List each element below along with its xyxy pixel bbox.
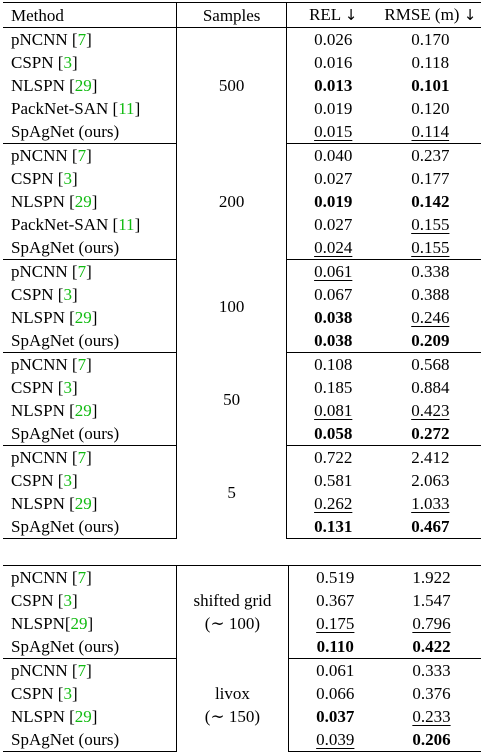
samples-approx: (∼ 150): [204, 707, 261, 726]
table-row: [3, 659, 481, 683]
rel-cell: [286, 515, 379, 539]
rmse-cell: [380, 306, 481, 329]
rel-value: 0.722: [314, 448, 353, 467]
rmse-cell: [380, 446, 481, 470]
method-name: pNCNN: [11, 355, 72, 374]
method-cell: pNCNN [7]: [3, 659, 177, 683]
rmse-value: 0.177: [411, 169, 450, 188]
citation-link: 7: [77, 661, 87, 680]
rel-value: 0.262: [314, 494, 353, 513]
rel-cell: [286, 376, 379, 399]
rmse-value: 0.423: [411, 401, 450, 420]
rel-value: 0.108: [314, 355, 353, 374]
rmse-cell: [380, 260, 481, 284]
citation-link: 3: [63, 684, 72, 703]
rel-cell: [288, 705, 382, 728]
header-rel: [286, 3, 379, 28]
rel-cell: [286, 446, 379, 470]
method-cell: pNCNN [7]: [3, 260, 177, 284]
samples-cell: [177, 28, 286, 144]
rmse-value: 1.033: [411, 494, 450, 513]
samples-value: 50: [223, 389, 241, 409]
method-cell: NLSPN [29]: [3, 705, 177, 728]
method-cell: CSPN [3]: [3, 51, 177, 74]
method-name: CSPN: [11, 169, 58, 188]
rel-cell: [286, 236, 379, 260]
samples-cell: [177, 260, 286, 353]
citation-link: 3: [63, 169, 72, 188]
rmse-cell: [380, 422, 481, 446]
citation-link: 29: [74, 76, 92, 95]
method-name: SpAgNet (ours): [11, 238, 120, 257]
rel-value: 0.110: [316, 637, 354, 656]
method-name: NLSPN: [11, 308, 70, 327]
rmse-cell: [380, 515, 481, 539]
rel-value: 0.026: [314, 30, 353, 49]
rmse-cell: [380, 236, 481, 260]
rmse-cell: [380, 399, 481, 422]
rel-cell: [286, 97, 379, 120]
header-rel-label: REL: [309, 5, 341, 24]
samples-value: livox: [214, 684, 250, 703]
rmse-cell: [382, 659, 481, 683]
citation-link: 29: [74, 192, 92, 211]
rel-cell: [286, 422, 379, 446]
header-samples: Samples: [177, 3, 286, 28]
rmse-cell: [380, 167, 481, 190]
method-cell: CSPN [3]: [3, 589, 177, 612]
header-method: Method: [3, 3, 177, 28]
method-cell: pNCNN [7]: [3, 353, 177, 377]
header-row: [3, 3, 481, 28]
rel-cell: [288, 612, 382, 635]
samples-value: 100: [218, 296, 245, 316]
samples-value: shifted grid: [193, 591, 272, 611]
rel-value: 0.015: [314, 122, 353, 141]
rel-cell: [286, 283, 379, 306]
rel-cell: [286, 306, 379, 329]
rel-value: 0.061: [316, 661, 355, 680]
header-rmse-label: RMSE (m): [384, 5, 460, 24]
table-row: [3, 144, 481, 168]
rmse-cell: [380, 97, 481, 120]
rel-cell: [286, 329, 379, 353]
citation-link: 29: [74, 401, 92, 420]
method-name: SpAgNet (ours): [11, 730, 120, 749]
rmse-cell: [382, 612, 481, 635]
rmse-cell: [380, 74, 481, 97]
rel-value: 0.067: [314, 285, 353, 304]
method-cell: [3, 236, 177, 260]
rmse-value: 0.237: [411, 146, 450, 165]
method-cell: pNCNN [7]: [3, 566, 177, 590]
rmse-cell: [380, 144, 481, 168]
method-cell: [3, 329, 177, 353]
citation-link: 3: [63, 591, 72, 610]
table-row: [3, 566, 481, 590]
citation-link: 7: [77, 448, 87, 467]
rmse-cell: [380, 190, 481, 213]
samples-value: 200: [218, 192, 245, 211]
method-name: NLSPN: [11, 76, 70, 95]
citation-link: 29: [74, 707, 92, 726]
citation-link: 7: [77, 355, 87, 374]
method-name: CSPN: [11, 684, 58, 703]
method-cell: CSPN [3]: [3, 376, 177, 399]
method-cell: [3, 635, 177, 659]
method-cell: PackNet-SAN [11]: [3, 213, 177, 236]
citation-link: 29: [74, 308, 92, 327]
method-name: SpAgNet (ours): [11, 517, 120, 536]
rmse-value: 0.272: [411, 424, 450, 443]
method-cell: NLSPN [29]: [3, 306, 177, 329]
rel-value: 0.058: [314, 424, 353, 443]
samples-cell: [177, 446, 286, 539]
rmse-cell: [380, 376, 481, 399]
rmse-value: 0.467: [411, 517, 450, 536]
rmse-value: 0.101: [411, 76, 450, 95]
rmse-value: 0.796: [412, 614, 451, 633]
method-name: SpAgNet (ours): [11, 424, 120, 443]
rel-value: 0.185: [314, 378, 353, 397]
rel-value: 0.013: [314, 76, 353, 95]
method-cell: pNCNN [7]: [3, 28, 177, 52]
table-row: [3, 260, 481, 284]
citation-link: 29: [74, 494, 92, 513]
rmse-cell: [380, 492, 481, 515]
rmse-cell: [382, 589, 481, 612]
rmse-value: 2.412: [411, 448, 450, 467]
method-cell: NLSPN [29]: [3, 492, 177, 515]
method-name: pNCNN: [11, 30, 72, 49]
rel-cell: [286, 190, 379, 213]
rmse-value: 0.376: [412, 684, 451, 703]
method-name: pNCNN: [11, 262, 72, 281]
rmse-value: 0.422: [412, 637, 451, 656]
method-name: NLSPN: [11, 401, 70, 420]
rmse-cell: [382, 728, 481, 752]
rel-value: 0.367: [316, 591, 355, 610]
rmse-value: 0.114: [411, 122, 450, 141]
results-table-patterns: [3, 565, 481, 752]
rel-cell: [288, 659, 382, 683]
method-name: CSPN: [11, 591, 58, 610]
rel-cell: [286, 74, 379, 97]
method-cell: [3, 422, 177, 446]
method-cell: CSPN [3]: [3, 283, 177, 306]
table-row: [3, 28, 481, 52]
rmse-cell: [382, 682, 481, 705]
method-name: NLSPN: [11, 494, 70, 513]
samples-cell: [177, 659, 288, 752]
rel-value: 0.016: [314, 53, 353, 72]
method-cell: NLSPN[29]: [3, 612, 177, 635]
rel-cell: [286, 492, 379, 515]
rmse-cell: [380, 28, 481, 52]
rel-value: 0.581: [314, 471, 353, 490]
rel-cell: [286, 353, 379, 377]
method-name: pNCNN: [11, 661, 72, 680]
rmse-value: 1.922: [412, 568, 451, 587]
rel-value: 0.027: [314, 215, 353, 234]
method-cell: [3, 120, 177, 144]
rel-cell: [288, 589, 382, 612]
rel-value: 0.131: [314, 517, 353, 536]
rmse-value: 0.118: [411, 53, 450, 72]
method-name: PackNet-SAN: [11, 99, 113, 118]
samples-cell: [177, 353, 286, 446]
header-rmse-arrow: ↓: [463, 6, 477, 24]
method-cell: CSPN [3]: [3, 682, 177, 705]
citation-link: 7: [77, 146, 87, 165]
citation-link: 11: [118, 215, 135, 234]
rmse-cell: [380, 51, 481, 74]
rmse-cell: [380, 120, 481, 144]
rmse-value: 0.155: [411, 215, 450, 234]
method-cell: [3, 728, 177, 752]
method-name: CSPN: [11, 471, 58, 490]
rel-value: 0.066: [316, 684, 355, 703]
method-name: pNCNN: [11, 448, 72, 467]
method-cell: PackNet-SAN [11]: [3, 97, 177, 120]
citation-link: 3: [63, 378, 72, 397]
rel-cell: [286, 28, 379, 52]
rel-cell: [288, 566, 382, 590]
citation-link: 7: [77, 568, 87, 587]
citation-link: 11: [118, 99, 135, 118]
method-cell: [3, 515, 177, 539]
rmse-value: 0.206: [412, 730, 451, 749]
rel-value: 0.019: [314, 99, 353, 118]
rmse-cell: [380, 213, 481, 236]
method-name: NLSPN: [11, 614, 65, 633]
rel-value: 0.081: [314, 401, 353, 420]
header-rmse: [380, 3, 481, 28]
rel-value: 0.038: [314, 308, 353, 327]
rel-cell: [288, 728, 382, 752]
rmse-cell: [382, 566, 481, 590]
rel-value: 0.038: [314, 331, 353, 350]
samples-cell: [177, 144, 286, 260]
rel-value: 0.175: [316, 614, 355, 633]
rel-value: 0.039: [316, 730, 355, 749]
samples-cell: [177, 566, 288, 659]
rmse-value: 0.338: [411, 262, 450, 281]
citation-link: 3: [63, 471, 72, 490]
method-cell: NLSPN [29]: [3, 74, 177, 97]
rmse-cell: [382, 705, 481, 728]
rel-cell: [286, 469, 379, 492]
method-cell: pNCNN [7]: [3, 446, 177, 470]
rel-value: 0.519: [316, 568, 355, 587]
citation-link: 7: [77, 262, 87, 281]
citation-link: 29: [70, 614, 88, 633]
method-cell: NLSPN [29]: [3, 399, 177, 422]
method-cell: NLSPN [29]: [3, 190, 177, 213]
method-name: SpAgNet (ours): [11, 122, 120, 141]
citation-link: 7: [77, 30, 87, 49]
method-name: CSPN: [11, 53, 58, 72]
rmse-value: 0.568: [411, 355, 450, 374]
method-cell: CSPN [3]: [3, 469, 177, 492]
rel-cell: [286, 213, 379, 236]
rmse-cell: [380, 353, 481, 377]
rel-cell: [286, 144, 379, 168]
rel-value: 0.037: [316, 707, 355, 726]
rel-value: 0.027: [314, 169, 353, 188]
rel-value: 0.061: [314, 262, 353, 281]
method-name: NLSPN: [11, 707, 70, 726]
rel-cell: [288, 635, 382, 659]
rmse-cell: [380, 283, 481, 306]
rel-cell: [286, 260, 379, 284]
method-cell: pNCNN [7]: [3, 144, 177, 168]
rmse-value: 2.063: [411, 471, 450, 490]
citation-link: 3: [63, 285, 72, 304]
rmse-value: 0.155: [411, 238, 450, 257]
method-name: pNCNN: [11, 146, 72, 165]
method-name: NLSPN: [11, 192, 70, 211]
rmse-cell: [380, 469, 481, 492]
rel-cell: [286, 51, 379, 74]
table-row: [3, 353, 481, 377]
header-rel-arrow: ↓: [344, 6, 358, 24]
rmse-value: 0.209: [411, 331, 450, 350]
samples-value: 5: [227, 482, 236, 502]
rmse-value: 0.120: [411, 99, 450, 118]
method-name: SpAgNet (ours): [11, 331, 120, 350]
rmse-value: 0.884: [411, 378, 450, 397]
rel-cell: [286, 399, 379, 422]
citation-link: 3: [63, 53, 72, 72]
rmse-value: 0.333: [412, 661, 451, 680]
rel-cell: [286, 120, 379, 144]
rmse-value: 1.547: [412, 591, 451, 610]
rel-value: 0.040: [314, 146, 353, 165]
rmse-value: 0.246: [411, 308, 450, 327]
rmse-value: 0.170: [411, 30, 450, 49]
results-table-samples: [3, 2, 481, 539]
rmse-value: 0.142: [411, 192, 450, 211]
rmse-value: 0.388: [411, 285, 450, 304]
rel-cell: [288, 682, 382, 705]
method-name: SpAgNet (ours): [11, 637, 120, 656]
samples-value: 500: [218, 76, 245, 96]
method-name: pNCNN: [11, 568, 72, 587]
rel-value: 0.024: [314, 238, 353, 257]
method-name: CSPN: [11, 378, 58, 397]
samples-approx: (∼ 100): [204, 614, 261, 634]
rmse-value: 0.233: [412, 707, 451, 726]
method-name: PackNet-SAN: [11, 215, 113, 234]
method-cell: CSPN [3]: [3, 167, 177, 190]
rmse-cell: [380, 329, 481, 353]
table-row: [3, 446, 481, 470]
rmse-cell: [382, 635, 481, 659]
rel-value: 0.019: [314, 192, 353, 211]
rel-cell: [286, 167, 379, 190]
method-name: CSPN: [11, 285, 58, 304]
